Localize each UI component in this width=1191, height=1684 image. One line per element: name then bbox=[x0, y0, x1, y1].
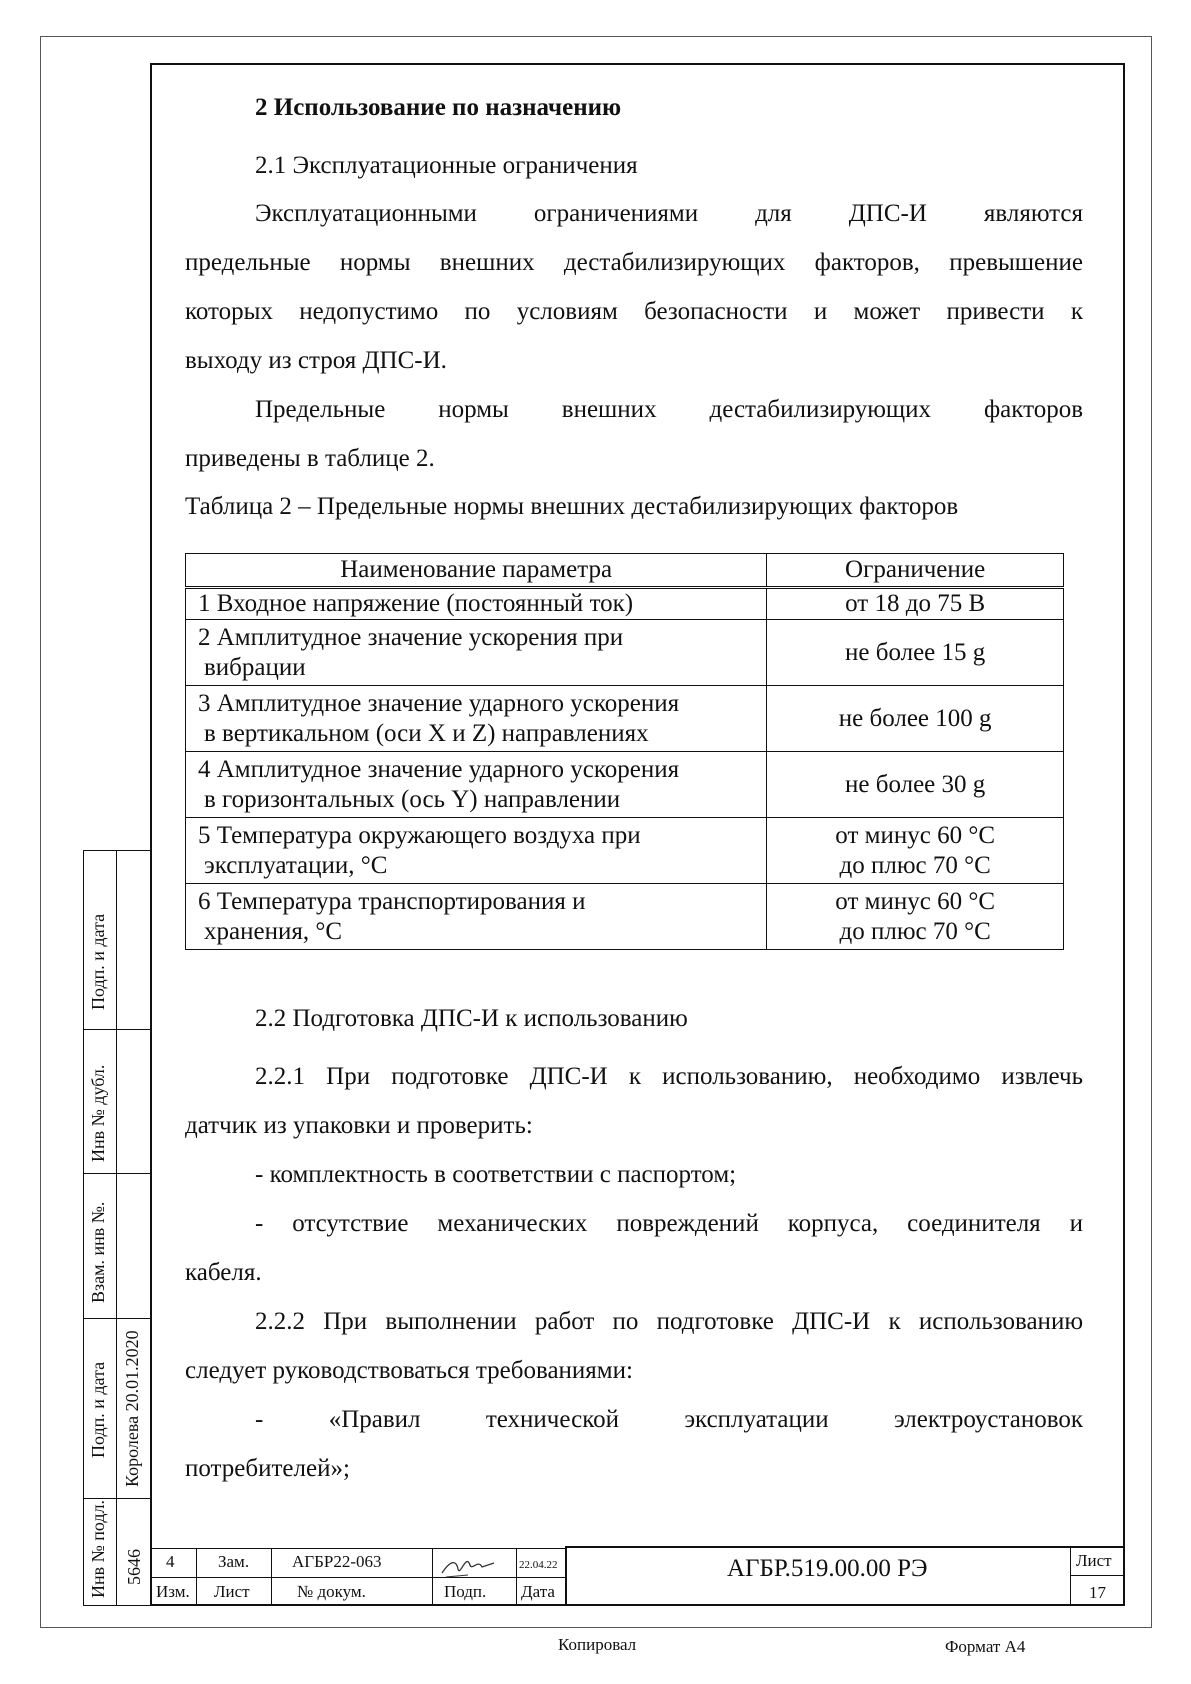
section-heading: 2 Использование по назначению bbox=[255, 94, 622, 121]
subsection-title: 2.1 Эксплуатационные ограничения bbox=[255, 152, 638, 179]
side-signer: Королева 20.01.2020 bbox=[122, 1330, 142, 1487]
revision-number: 4 bbox=[166, 1552, 175, 1571]
limits-table bbox=[185, 553, 1064, 950]
side-stamp-divider bbox=[116, 850, 117, 1606]
paragraph-line: выходу из строя ДПС-И. bbox=[185, 347, 447, 374]
table-header-row bbox=[186, 554, 1064, 588]
label-izm: Изм. bbox=[156, 1582, 190, 1601]
paragraph-line: 2.2.2 При выполнении работ по подготовке ДПС-И к использованию bbox=[255, 1308, 1083, 1335]
paragraph-line: Эксплуатационными ограничениями для ДПС-И являются bbox=[255, 200, 1083, 227]
title-block-divider bbox=[516, 1548, 517, 1604]
table-caption: Таблица 2 – Предельные нормы внешних дестабилизирующих факторов bbox=[185, 493, 959, 520]
table-cell: 3 Амплитудное значение ударного ускорения в вертикальном (оси X и Z) направлениях bbox=[186, 686, 767, 752]
sheet-label: Лист bbox=[1076, 1551, 1112, 1570]
side-label-vzam-inv: Взам. инв №. bbox=[88, 1201, 108, 1303]
paragraph-line: приведены в таблице 2. bbox=[185, 445, 435, 472]
table-row bbox=[186, 752, 1064, 818]
table-cell: 4 Амплитудное значение ударного ускорения в горизонтальных (ось Y) направлении bbox=[186, 752, 767, 818]
side-label-podp-data: Подп. и дата bbox=[88, 1361, 108, 1458]
side-label-inv-podl: Инв № подл. bbox=[88, 1499, 108, 1598]
paragraph-line: потребителей»; bbox=[185, 1455, 350, 1482]
footer-format: Формат А4 bbox=[945, 1637, 1026, 1656]
title-block-divider bbox=[1070, 1546, 1071, 1604]
paragraph-line: Предельные нормы внешних дестабилизирующих факторов bbox=[255, 396, 1083, 423]
table-cell: 1 Входное напряжение (постоянный ток) bbox=[186, 588, 767, 620]
table-cell: от минус 60 °С до плюс 70 °С bbox=[767, 818, 1064, 884]
title-block-line bbox=[150, 1548, 565, 1549]
paragraph-line: следует руководствоваться требованиями: bbox=[185, 1357, 633, 1384]
table-cell: от минус 60 °С до плюс 70 °С bbox=[767, 884, 1064, 950]
table-cell: от 18 до 75 В bbox=[767, 588, 1064, 620]
title-block-line bbox=[150, 1604, 1125, 1605]
subsection-title: 2.2 Подготовка ДПС-И к использованию bbox=[255, 1005, 688, 1032]
side-label-podp-data: Подп. и дата bbox=[88, 913, 108, 1010]
sheet-number: 17 bbox=[1089, 1583, 1106, 1602]
table-row bbox=[186, 620, 1064, 686]
paragraph-line: которых недопустимо по условиям безопасности и может привести к bbox=[185, 298, 1083, 325]
column-header: Ограничение bbox=[767, 554, 1064, 588]
title-block-divider bbox=[271, 1548, 272, 1604]
title-block-line bbox=[150, 1577, 565, 1578]
column-header: Наименование параметра bbox=[186, 554, 767, 588]
list-item: - комплектность в соответствии с паспортом; bbox=[255, 1161, 737, 1188]
change-doc-number: АГБР22-063 bbox=[292, 1552, 382, 1571]
label-podp: Подп. bbox=[444, 1582, 487, 1601]
paragraph-line: кабеля. bbox=[185, 1259, 262, 1286]
title-block-line bbox=[565, 1546, 1125, 1548]
table-cell: не более 100 g bbox=[767, 686, 1064, 752]
inventory-number: 5646 bbox=[124, 1549, 144, 1585]
document-designation: АГБР.519.00.00 РЭ bbox=[727, 1555, 928, 1582]
list-item: - «Правил технической эксплуатации электроустановок bbox=[255, 1406, 1083, 1433]
table-cell: не более 30 g bbox=[767, 752, 1064, 818]
table-row bbox=[186, 884, 1064, 950]
label-doc: № докум. bbox=[297, 1582, 366, 1601]
list-item: - отсутствие механических повреждений корпуса, соединителя и bbox=[255, 1210, 1083, 1237]
signature-icon bbox=[438, 1549, 496, 1581]
table-row bbox=[186, 818, 1064, 884]
table-row bbox=[186, 588, 1064, 620]
title-block-divider bbox=[196, 1548, 197, 1604]
paragraph-line: датчик из упаковки и проверить: bbox=[185, 1112, 533, 1139]
revision-date: 22.04.22 bbox=[519, 1559, 558, 1571]
label-date: Дата bbox=[521, 1582, 555, 1601]
footer-copied: Копировал bbox=[558, 1635, 637, 1654]
title-block-divider bbox=[432, 1548, 433, 1604]
label-list: Лист bbox=[214, 1582, 250, 1601]
table-cell: 5 Температура окружающего воздуха при эксплуатации, °С bbox=[186, 818, 767, 884]
paragraph-line: 2.2.1 При подготовке ДПС-И к использованию, необходимо извлечь bbox=[255, 1063, 1083, 1090]
table-cell: не более 15 g bbox=[767, 620, 1064, 686]
table-row bbox=[186, 686, 1064, 752]
table-cell: 6 Температура транспортирования и хранения, °С bbox=[186, 884, 767, 950]
revision-type: Зам. bbox=[218, 1552, 250, 1571]
title-block-line bbox=[1070, 1575, 1125, 1576]
title-block-divider bbox=[565, 1546, 567, 1604]
paragraph-line: предельные нормы внешних дестабилизирующих факторов, превышение bbox=[185, 249, 1083, 276]
table-cell: 2 Амплитудное значение ускорения при вибрации bbox=[186, 620, 767, 686]
side-label-inv-dubl: Инв № дубл. bbox=[88, 1064, 108, 1162]
